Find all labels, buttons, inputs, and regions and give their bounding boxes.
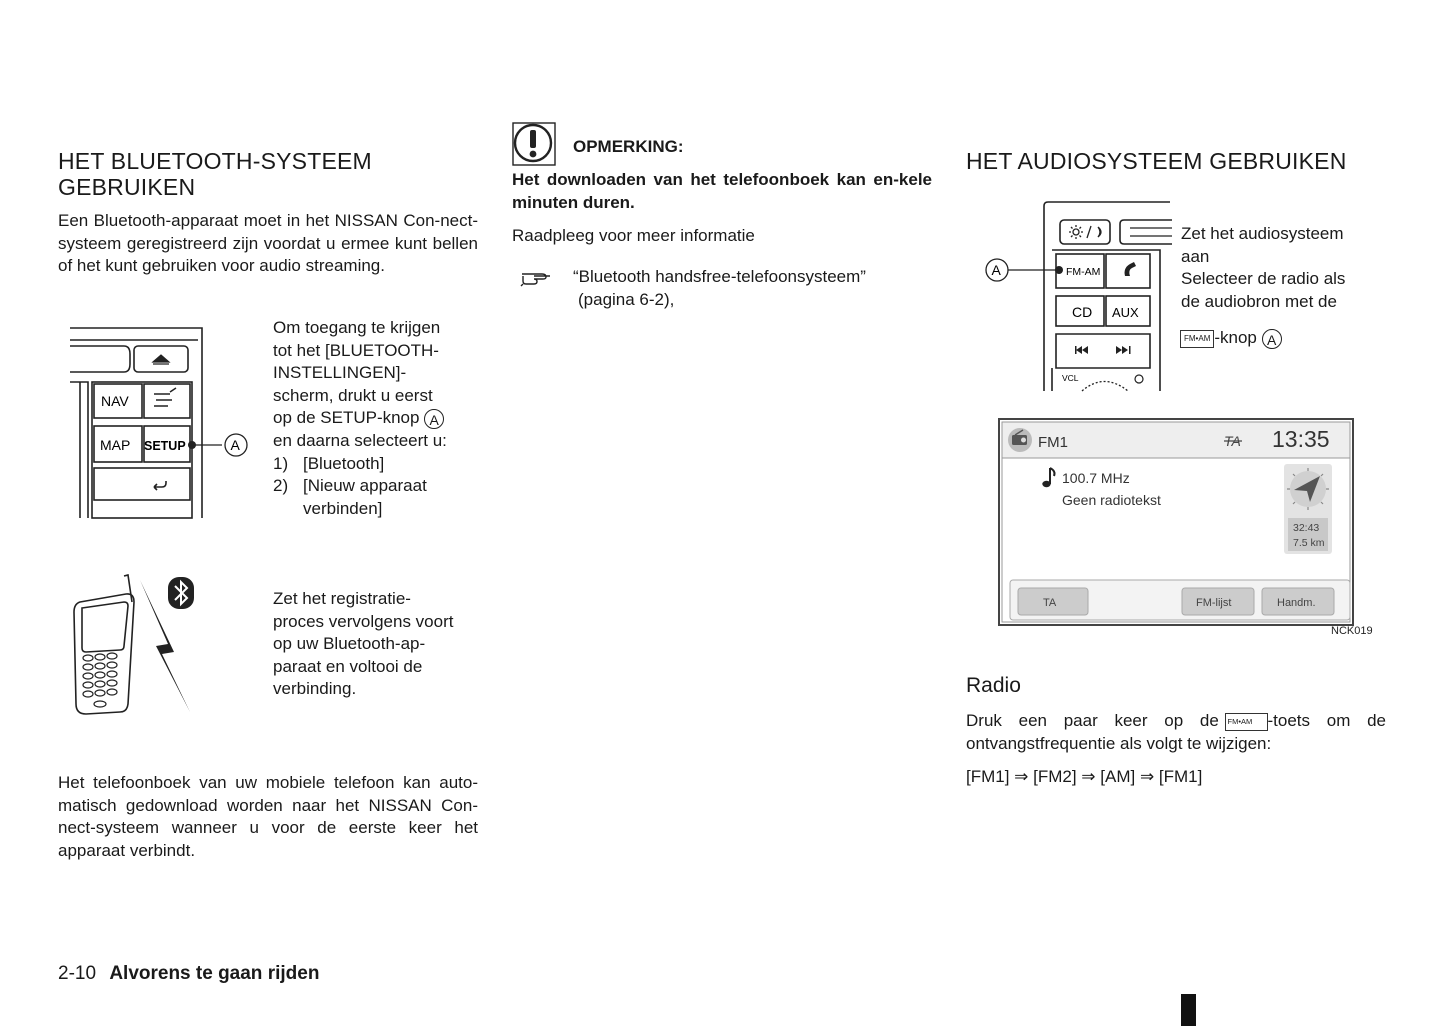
note-bold-text: Het downloaden van het telefoonboek kan en-kele minuten duren. bbox=[512, 170, 932, 212]
ta-indicator: TA bbox=[1224, 433, 1241, 449]
phone-bluetooth-illustration bbox=[66, 572, 206, 717]
cd-button: CD bbox=[1072, 304, 1093, 320]
callout-a-inline: A bbox=[424, 409, 444, 429]
bluetooth-section-title: HET BLUETOOTH-SYSTEEM GEBRUIKEN bbox=[58, 148, 372, 200]
setup-panel-illustration bbox=[62, 322, 262, 522]
keypad-icon bbox=[83, 653, 117, 707]
chapter-tab-marker bbox=[1181, 994, 1196, 1026]
nav-time: 32:43 bbox=[1293, 522, 1320, 534]
clock-time: 13:35 bbox=[1272, 426, 1330, 452]
callout-a-inline-right: A bbox=[1262, 329, 1282, 349]
radiotext-display: Geen radiotekst bbox=[1062, 492, 1161, 508]
page-footer bbox=[58, 963, 319, 985]
phone-icon bbox=[1125, 262, 1136, 276]
svg-text:Handm.: Handm. bbox=[1277, 597, 1316, 609]
registration-instructions: Zet het registratie- proces vervolgens voort op uw Bluetooth-ap- paraat en voltooi de verbinding. bbox=[273, 589, 454, 699]
callout-a-left: A bbox=[230, 437, 240, 453]
pointing-hand-icon bbox=[520, 268, 552, 288]
chapter-title: Alvorens te gaan rijden bbox=[109, 963, 320, 984]
list-item: verbinden] bbox=[303, 498, 383, 518]
brightness-icon bbox=[1069, 225, 1101, 239]
fm-am-button: FM-AM bbox=[1066, 266, 1101, 278]
screen-button-fm-list[interactable] bbox=[1182, 588, 1254, 615]
figure-code: NCK019 bbox=[1331, 625, 1373, 637]
bluetooth-intro-paragraph: Een Bluetooth-apparaat moet in het NISSAN Con-nect-systeem geregistreerd zijn voordat u ermee kunt bellen of het kunt gebruiken voor audio streaming. bbox=[58, 211, 478, 276]
callout-a-right: A bbox=[991, 262, 1001, 278]
reference-link: “Bluetooth handsfree-telefoonsysteem” (pagina 6-2), bbox=[573, 267, 866, 309]
audio-section-title: HET AUDIOSYSTEEM GEBRUIKEN bbox=[966, 148, 1347, 174]
svg-text:FM-lijst: FM-lijst bbox=[1196, 597, 1232, 609]
setup-button: SETUP bbox=[144, 439, 186, 453]
setup-instructions: Om toegang te krijgen tot het [BLUETOOTH- INSTELLINGEN]- scherm, drukt u eerst op de SETUP-knop A en daarna selecteert u: 1) [Bluetooth] 2) [Nieuw apparaat verbinden] bbox=[273, 317, 478, 520]
vcl-label: VCL bbox=[1062, 373, 1079, 383]
phonebook-paragraph: Het telefoonboek van uw mobiele telefoon kan auto-matisch gedownload worden naar het NISSAN Con-nect-systeem wanneer u voor de eerste keer het apparaat verbindt. bbox=[58, 773, 478, 860]
fm-am-key-icon: FM•AM bbox=[1180, 330, 1214, 348]
band-label: FM1 bbox=[1038, 434, 1068, 451]
seek-icons bbox=[1075, 346, 1131, 354]
aux-button: AUX bbox=[1112, 305, 1139, 320]
screen-button-manual[interactable] bbox=[1262, 588, 1334, 615]
list-item: 1) [Bluetooth] bbox=[273, 453, 385, 473]
svg-text:TA: TA bbox=[1043, 597, 1057, 609]
page-number: 2-10 bbox=[58, 963, 97, 984]
frequency-display: 100.7 MHz bbox=[1062, 470, 1130, 486]
nav-button: NAV bbox=[101, 393, 129, 409]
radio-instructions: Druk een paar keer op de FM•AM -toets om de ontvangstfrequentie als volgt te wijzigen: [FM1] ⇒ [FM2] ⇒ [AM] ⇒ [FM1] bbox=[966, 710, 1386, 789]
audio-instructions: Zet het audiosysteem aan Selecteer de radio als de audiobron met de FM•AM -knop A bbox=[1181, 224, 1346, 348]
audio-panel-illustration bbox=[984, 198, 1174, 393]
warning-icon bbox=[512, 122, 556, 166]
bluetooth-icon bbox=[168, 577, 194, 609]
list-item: 2) [Nieuw apparaat bbox=[273, 476, 427, 496]
fm-am-key-icon-inline: FM•AM bbox=[1225, 713, 1268, 731]
radio-subtitle: Radio bbox=[966, 674, 1021, 697]
map-button: MAP bbox=[100, 437, 131, 453]
radio-screen-illustration bbox=[998, 418, 1354, 626]
screen-button-ta[interactable] bbox=[1018, 588, 1088, 615]
note-title: OPMERKING: bbox=[573, 137, 684, 156]
nav-distance: 7.5 km bbox=[1293, 537, 1325, 549]
refer-text: Raadpleeg voor meer informatie bbox=[512, 226, 755, 245]
band-sequence: [FM1] ⇒ [FM2] ⇒ [AM] ⇒ [FM1] bbox=[966, 767, 1203, 787]
